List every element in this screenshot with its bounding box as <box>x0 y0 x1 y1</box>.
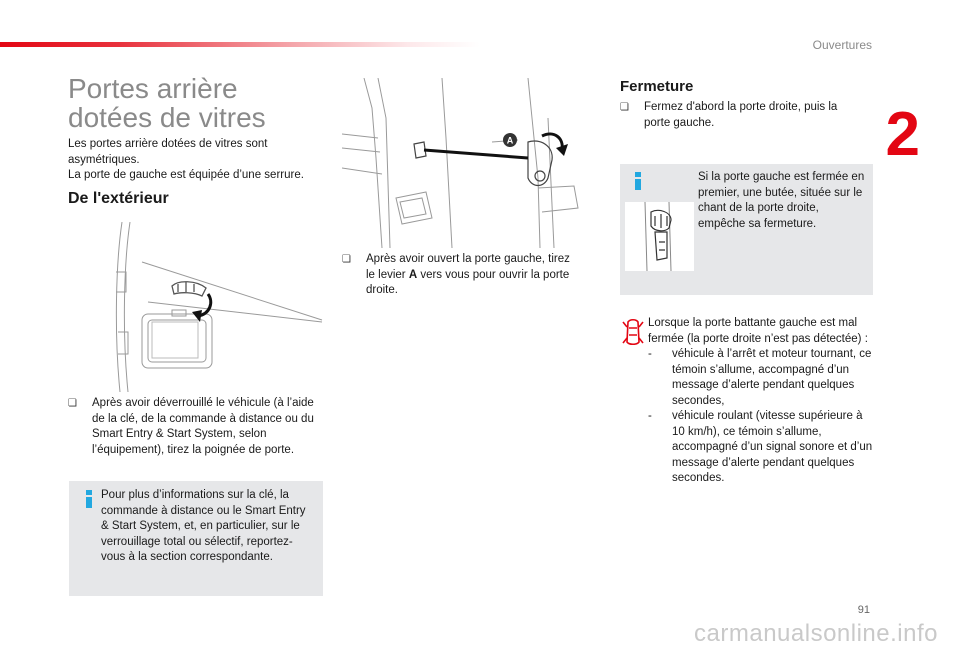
page-title <box>68 74 328 132</box>
page-number: 91 <box>857 604 870 616</box>
warning-item-text: véhicule roulant (vitesse supérieure à 10 km/h), ce témoin s’allume, accompagné d’un signal sonore et d’un message d’alerte pendant quelques secondes. <box>672 410 873 484</box>
lever-text-after: vers vous pour ouvrir la porte droite. <box>366 268 570 296</box>
exterior-bullet-text: Après avoir déverrouillé le véhicule (à l’aide de la clé, de la commande à distance ou du Smart Entry & Start System, selon l’équipement), tirez la poignée de porte. <box>92 397 314 456</box>
checkbox-bullet-icon: ❏ <box>620 102 629 113</box>
warning-item <box>648 409 874 487</box>
door-open-warning-icon <box>622 318 644 353</box>
info-icon <box>633 172 643 190</box>
lever-text-before: Après avoir ouvert la porte gauche, tirez le levier <box>366 253 570 281</box>
warning-item-text: véhicule à l’arrêt et moteur tournant, ce témoin s’allume, accompagné d’un message d’alerte pendant quelques secondes, <box>672 348 872 407</box>
closing-info-text: Si la porte gauche est fermée en premier, une butée, située sur le chant de la porte droite, empêche sa fermeture. <box>698 171 865 230</box>
closing-heading: Fermeture <box>620 78 694 95</box>
warning-intro: Lorsque la porte battante gauche est mal fermée (la porte droite n’est pas détectée) : <box>648 317 868 345</box>
closing-bullet-text: Fermez d'abord la porte droite, puis la porte gauche. <box>644 101 838 129</box>
section-header: Ouvertures <box>812 38 872 52</box>
lever-bullet <box>342 252 582 299</box>
warning-item-dash: - <box>648 410 652 422</box>
closing-warning <box>648 316 874 487</box>
exterior-heading: De l'extérieur <box>68 190 169 207</box>
info-icon <box>84 490 94 508</box>
checkbox-bullet-icon: ❏ <box>342 254 351 265</box>
intro-text <box>68 137 330 184</box>
intro-line2: La porte de gauche est équipée d’une serrure. <box>68 169 304 181</box>
lever-drawing <box>342 78 584 248</box>
door-stop-drawing <box>625 202 694 271</box>
exterior-handle-illustration <box>112 222 324 392</box>
lever-callout-label: A <box>506 135 514 146</box>
warning-item-dash: - <box>648 348 652 360</box>
page-title-line1: Portes arrière <box>68 73 238 104</box>
closing-bullet <box>620 100 860 131</box>
door-handle-drawing <box>112 222 324 392</box>
header-accent-bar <box>0 42 480 47</box>
lever-illustration <box>342 78 584 248</box>
page-title-line2: dotées de vitres <box>68 102 266 133</box>
intro-line1: Les portes arrière dotées de vitres sont asymétriques. <box>68 138 268 166</box>
warning-item <box>648 347 874 409</box>
exterior-bullet <box>68 396 323 458</box>
chapter-number: 2 <box>885 100 920 169</box>
lever-text-bold: A <box>408 268 418 281</box>
watermark: carmanualsonline.info <box>694 620 938 647</box>
exterior-info-text: Pour plus d’informations sur la clé, la commande à distance ou le Smart Entry & Start System, et, en particulier, sur le verrouillage total ou sélectif, reportez-vous à la section correspondante. <box>101 489 306 563</box>
checkbox-bullet-icon: ❏ <box>68 398 77 409</box>
door-stop-thumbnail <box>625 202 694 271</box>
lever-bullet-text <box>342 252 582 299</box>
